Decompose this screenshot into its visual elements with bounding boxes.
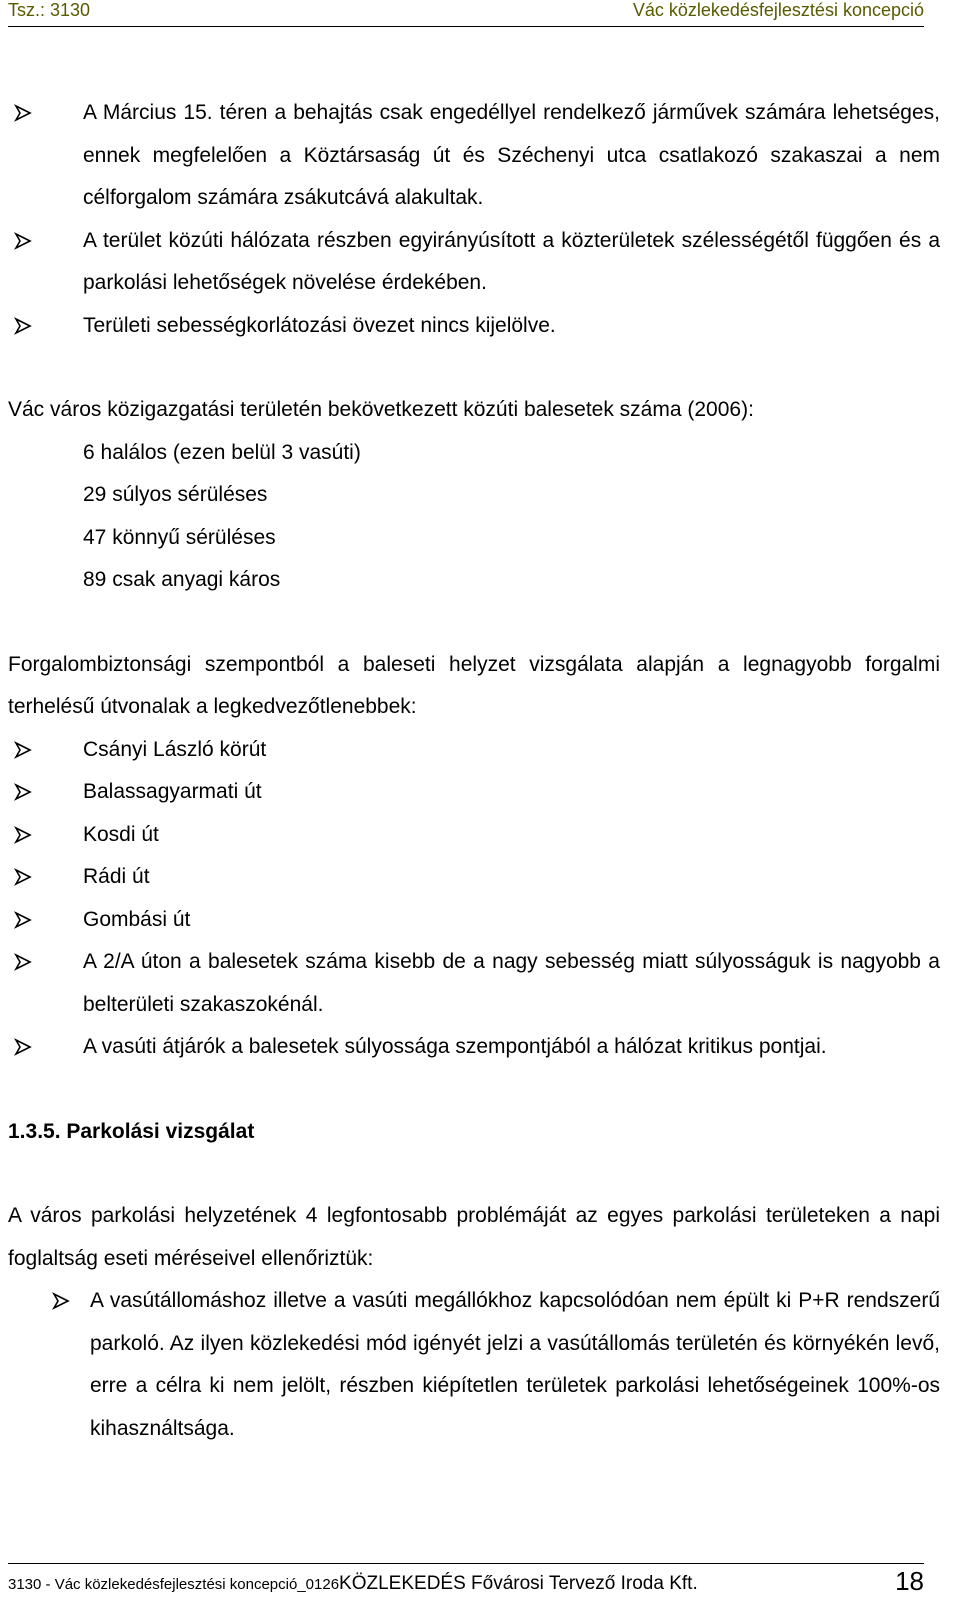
header-doc-number: Tsz.: 3130 [8,0,91,20]
header-doc-title: Vác közlekedésfejlesztési koncepció [632,0,924,20]
spacer [8,1153,940,1195]
bullet-text: A 2/A úton a balesetek száma kisebb de a nagy sebesség miatt súlyosságuk is nagyobb a belterületi szakaszokénál. [83,950,940,1016]
accident-line: 47 könnyű sérüléses [83,525,276,549]
section-heading: 1.3.5. Parkolási vizsgálat [8,1119,255,1143]
bullet-item [8,899,940,942]
bullet-item [8,92,940,220]
accident-line: 89 csak anyagi káros [83,568,281,591]
bullet-item [8,220,940,305]
bullet-text: Balassagyarmati út [83,780,262,803]
footer-text [8,1573,698,1595]
arrow-bullet-icon [14,305,32,348]
safety-intro: Forgalombiztonsági szempontból a baleseti helyzet vizsgálata alapján a legnagyobb forgalmi terhelésű útvonalak a legkedvezőtlenebbek: [8,652,940,718]
bullet-item [8,814,940,857]
page-footer [8,1563,924,1596]
page-number: 18 [895,1566,924,1596]
bullet-text: Rádi út [83,865,150,888]
bullet-text: Területi sebességkorlátozási övezet nincs kijelölve. [83,313,556,337]
arrow-bullet-icon [14,856,32,899]
bullet-text: A vasútállomáshoz illetve a vasúti megállókhoz kapcsolódóan nem épült ki P+R rendszerű parkoló. Az ilyen közlekedési mód igényét jelzi a vasútállomás területén és környékén levő, erre a célra ki nem jelölt, részben kiépítetlen területek parkolási lehetőségeinek 100%-os kihasználtsága. [90,1289,940,1440]
arrow-bullet-icon [14,941,32,984]
bullet-item [8,856,940,899]
spacer [8,602,940,644]
accident-line: 6 halálos (ezen belül 3 vasúti) [83,440,361,464]
bullet-item [8,729,940,772]
arrow-bullet-icon [14,899,32,942]
page-content [8,92,940,1450]
bullet-text: A Március 15. téren a behajtás csak engedéllyel rendelkező járművek számára lehetséges, ennek megfelelően a Köztársaság út és Széchenyi utca csatlakozó szakaszai a nem célforgalom számára zsákutcává alakultak. [83,101,940,209]
bullet-item [8,305,940,348]
page-header [8,0,924,27]
arrow-bullet-icon [52,1280,70,1323]
footer-org-name: KÖZLEKEDÉS Fővárosi Tervező Iroda Kft. [339,1573,698,1594]
accidents-intro: Vác város közigazgatási területén bekövetkezett közúti balesetek száma (2006): [8,398,754,421]
arrow-bullet-icon [14,771,32,814]
bullet-item [8,1026,940,1069]
arrow-bullet-icon [14,220,32,263]
arrow-bullet-icon [14,814,32,857]
accident-line: 29 súlyos sérüléses [83,483,268,506]
bullet-text: Gombási út [83,907,191,931]
arrow-bullet-icon [14,1026,32,1069]
bullet-item [8,1280,940,1450]
bullet-text: Kosdi út [83,822,159,846]
bullet-text: A terület közúti hálózata részben egyirányúsított a közterületek szélességétől függően és a parkolási lehetőségek növelése érdekében. [83,228,940,294]
arrow-bullet-icon [14,729,32,772]
spacer [8,1069,940,1111]
arrow-bullet-icon [14,92,32,135]
spacer [8,347,940,389]
section-intro: A város parkolási helyzetének 4 legfontosabb problémáját az egyes parkolási területeken a napi foglaltság eseti méréseivel ellenőriztük: [8,1204,940,1270]
bullet-item [8,941,940,1026]
bullet-text: Csányi László körút [83,737,267,761]
bullet-item [8,771,940,814]
bullet-text: A vasúti átjárók a balesetek súlyossága szempontjából a hálózat kritikus pontjai. [83,1035,827,1058]
footer-doc-name: 3130 - Vác közlekedésfejlesztési koncepció_0126 [8,1576,340,1593]
